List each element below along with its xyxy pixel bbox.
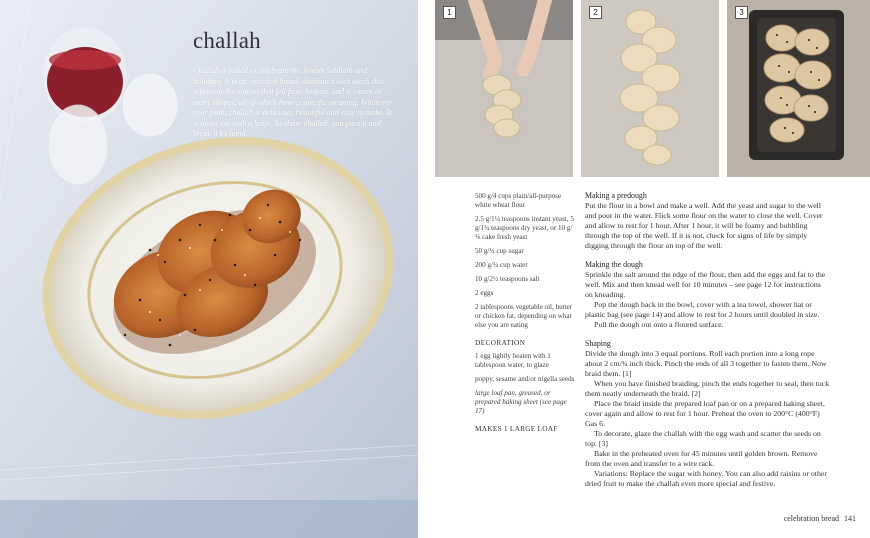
method-paragraph: Pull the dough out onto a floured surface. <box>594 320 724 329</box>
equipment-note: large loaf pan, greased, or prepared baking sheet (see page 17) <box>475 389 567 415</box>
method-dough <box>585 260 830 330</box>
ingredient-item: 2.5 g/1¼ teaspoons instant yeast, 5 g/1¾ teaspoons dry yeast, or 10 g/⅜ cake fresh yeast <box>475 215 574 241</box>
section-name: celebration bread <box>783 514 839 523</box>
method-paragraph: Put the flour in a bowl and make a well. Add the yeast and sugar to the well and pour in the water. Flick some flour on the water to close the well. Cover and allow to rest for 1 hour. After 1 hour, it will be foamy and bubbling through the top of the well. If it is not, check for signs of life by simply digging through the flour on top of the well. <box>585 201 823 250</box>
step-photo-3 <box>727 0 870 177</box>
page-title: challah <box>193 28 261 53</box>
step-number: 1 <box>443 6 456 19</box>
method-heading: Making the dough <box>585 260 643 269</box>
method-paragraph: Pop the dough back in the bowl, cover with a tea towel, shower hat or plastic bag (see page 14) and allow to rest for 2 hours until doubled in size. <box>585 300 820 319</box>
loaf-pan-photo <box>727 0 870 177</box>
ingredient-item: 2 tablespoons vegetable oil, butter or chicken fat, depending on what else you are eating <box>475 303 573 329</box>
intro-text: Challah is baked to celebrate the Jewish Sabbath and holidays. It is an enriched bread, decorated with seeds that represent the manna that fell from heaven, and it comes in many shapes, all of which have a specific meaning. Whatever your faith, challah is delicious, beautiful and easy to make. It is never cut with a knife. To share challah, you pass it and break it by hand. <box>193 66 392 138</box>
method-paragraph: To decorate, glaze the challah with the egg wash and scatter the seeds on top. [3] <box>585 429 821 448</box>
step-photo-1 <box>435 0 573 177</box>
braid-photo <box>581 0 719 177</box>
method-paragraph: When you have finished braiding, pinch the ends together to seal, then tuck them neatly underneath the braid. [2] <box>585 379 830 398</box>
ingredient-item: 2 eggs <box>475 289 494 297</box>
method-paragraph: Place the braid inside the prepared loaf pan or on a prepared baking sheet, cover again and allow to rest for 1 hour. Preheat the oven to 200°C (400°F) Gas 6. <box>585 399 825 428</box>
braiding-photo <box>435 0 573 177</box>
method-heading: Making a predough <box>585 191 647 200</box>
ingredient-item: 500 g/4 cups plain/all-purpose white wheat flour <box>475 192 562 209</box>
method-heading: Shaping <box>585 339 611 348</box>
decoration-item: 1 egg lightly beaten with 1 tablespoon water, to glaze <box>475 352 551 369</box>
method-paragraph: Variations: Replace the sugar with honey. You can also add raisins or other dried fruit to make the challah even more special and festive. <box>585 469 827 488</box>
method-section <box>585 191 830 498</box>
method-paragraph: Divide the dough into 3 equal portions. Roll each portion into a long rope about 2 cm/¾ inch thick. Pinch the ends of all 3 together to fasten them. Now braid them. [1] <box>585 349 827 378</box>
ingredient-item: 50 g/¼ cup sugar <box>475 247 524 255</box>
yield-text: MAKES 1 LARGE LOAF <box>475 424 558 433</box>
step-photo-2 <box>581 0 719 177</box>
method-paragraph: Bake in the preheated oven for 45 minutes until golden brown. Remove from the oven and transfer to a wire rack. <box>585 449 818 468</box>
page-number: 141 <box>844 514 856 523</box>
page-footer <box>784 514 856 523</box>
ingredient-item: 10 g/2½ teaspoons salt <box>475 275 540 283</box>
method-predough <box>585 191 830 251</box>
ingredient-item: 200 g/¾ cup water <box>475 261 528 269</box>
step-number: 2 <box>589 6 602 19</box>
decoration-heading: DECORATION <box>475 338 526 347</box>
method-paragraph: Sprinkle the salt around the edge of the flour, then add the eggs and fat to the well. Mix and then knead well for 10 minutes – see page 12 for instructions on kneading. <box>585 270 826 299</box>
ingredients-list <box>475 192 575 438</box>
decoration-item: poppy, sesame and/or nigella seeds <box>475 375 575 383</box>
method-shaping <box>585 339 830 489</box>
step-number: 3 <box>735 6 748 19</box>
